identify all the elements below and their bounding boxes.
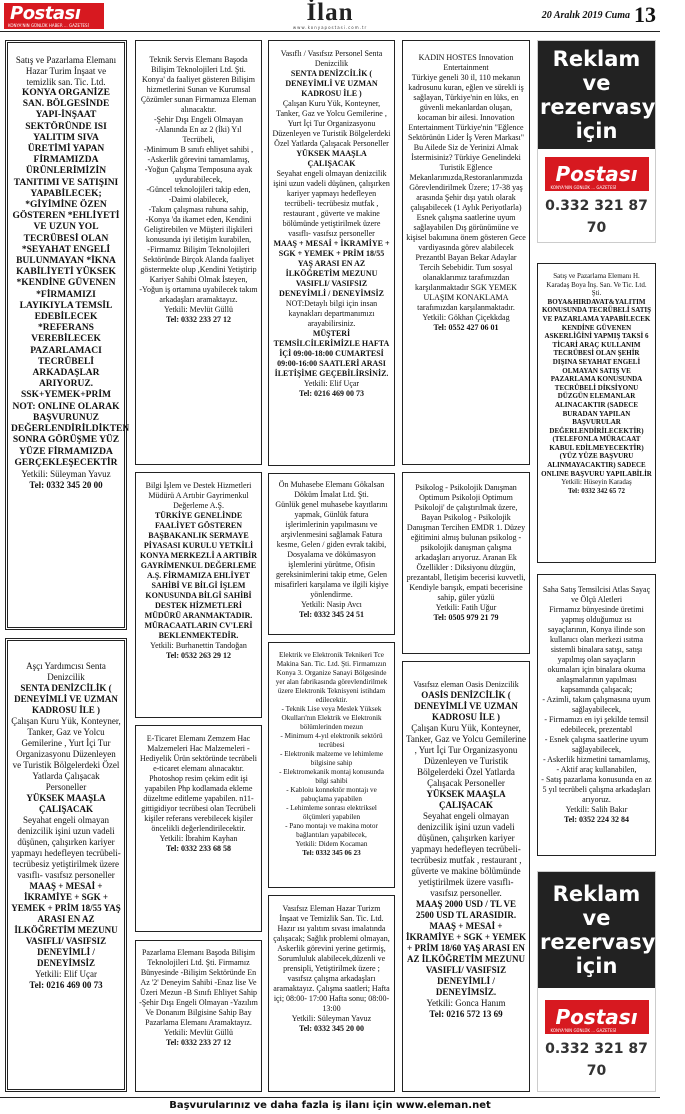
job-ad-ecommerce-zemzem: E-Ticaret Elemanı Zemzem Hac Malzemeleri Hac Malzemeleri - Hediyelik Ürün sektöründe tecrübeli e-ticaret elemanı alınacaktır. Photoshop resim çekim edit işi yapabilen Php kodlamada ekleme düzeltme editleme yapabilen. n11-gittigidiyor tecrübesi olan Tecrübeli kişiler referans verebilecek kişiler öncelikli değerlendirilecektir. Yetkili: İbrahim Kayhan Tel: 0332 233 68 58 bbox=[135, 725, 262, 932]
job-ad-technical-service-basoda: Teknik Servis Elemanı Başoda Bilişim Teknolojileri Ltd. Şti. Konya' da faaliyet gösteren Bilişim hizmetlerini Sunan ve Kurumsal Çözümler sunan Firmamıza Eleman alınacaktır. -Şehir Dışı Engeli Olmayan -Alanında En az 2 (İki) Yıl Tecrübeli, -Minimum B sınıfı ehliyet sahibi , -Askerlik görevini tamamlamış, -Yoğun Çalışma Temposuna ayak uydurabilecek, -Güncel teknolojileri takip eden, -Daimi olabilecek, -Takım çalışması ruhuna sahip, -Konya 'da ikamet eden, Kendini Geliştirebilen ve Müşteri ilişkileri konusunda iyi iletişim kurabilen, -Firmamız Bilişim Teknolojileri Sektöründe Birçok Alanda faaliyet göstermekte olup ,Kendini Yetiştirip Kariyer Sahibi Olmak İsteyen, -Yoğun iş ortamına uyabilecek takım arkadaşları aramaktayız. Yetkili: Mevlüt Güllü Tel: 0332 233 27 12 bbox=[135, 40, 262, 465]
promo-logo bbox=[545, 1000, 649, 1034]
promo-logo-text: Postası bbox=[555, 162, 638, 186]
page-footer bbox=[0, 1097, 660, 1114]
footer-text: Başvurularınız ve daha fazla iş ilanı için www.eleman.net bbox=[169, 1100, 491, 1111]
logo-slogan: KONYA'NIN GÜNLÜK HABER ... GAZETESİ bbox=[8, 23, 89, 28]
job-ad-psychologist-optimum: Psikolog - Psikolojik Danışman Optimum Psikoloji Optimum Psikoloji' de çalıştırılmak üzere, Bayan Psikolog - Psikolojik Danışman Tercihen EMDR 1. Düzey eğitimini almış bulunan psikolog -psikolojik danışman çalışma arkadaşları arıyoruz. Aranan Ek Özellikler : Diksiyonu düzgün, prezantabl, İletişim becerisi kuvvetli, Kendiyle barışık, empati becerisine sahip, güler yüzlü Yetkili: Fatih Uğur Tel: 0505 979 21 79 bbox=[402, 472, 530, 654]
job-ad-unskilled-oasis: Vasıfsız eleman Oasis Denizcilik OASİS DENİZCİLİK ( DENEYİMLİ VE UZMAN KADROSU İLE ) Çalışan Kuru Yük, Konteyner, Tanker, Gaz ve Yolcu Gemilerine , Yurt İçi Tur Organizasyonu Düzenleyen ve Turistik Bölgelerdeki Özel Yatlarda Çalışacak Personeller YÜKSEK MAAŞLA ÇALIŞACAK Seyahat engeli olmayan denizcilik işini uzun vadeli düşünen, çalışırken kariyer yapmayı hedefleyen tecrübeli- tecrübesiz mutfak , restaurant , güverte ve makine bölümünde yetiştirilmek üzere vasıflı- vasıfsız personeller. MAAŞ 2000 USD / TL VE 2500 USD TL ARASIDIR. MAAŞ + MESAİ + İKRAMİYE + SGK + YEMEK + PRİM 18/60 YAŞ ARASI EN AZ İLKÖĞRETİM MEZUNU VASIFLI/ VASIFSIZ DENEYİMLİ / DENEYİMSİZ. Yetkili: Gonca Hanım Tel: 0216 572 13 69 bbox=[402, 661, 530, 1092]
job-ad-qualified-staff-senta: Vasıflı / Vasıfsız Personel Senta Denizcilik SENTA DENİZCİLİK ( DENEYİMLİ VE UZMAN KADROSU İLE ) Çalışan Kuru Yük, Konteyner, Tanker, Gaz ve Yolcu Gemilerine , Yurt İçi Tur Organizasyonu Düzenleyen ve Turistik Bölgelerdeki Özel Yatlarda Çalışacak Personeller YÜKSEK MAAŞLA ÇALIŞACAK Seyahat engeli olmayan denizcilik işini uzun vadeli düşünen, çalışırken kariyer yapmayı hedefleyen tecrübeli- tecrübesiz mutfak , restaurant , güverte ve makine bölümünde yetiştirilmek üzere vasıflı- vasıfsız personeller MAAŞ + MESAİ + İKRAMİYE + SGK + YEMEK + PRİM 18/55 YAŞ ARASI EN AZ İLKÖĞRETİM MEZUNU VASIFLI/ VASIFSIZ DENEYİMLİ / DENEYİMSİZ NOT:Detaylı bilgi için insan kaynakları departmanımızı arayabilirsiniz. MÜŞTERİ TEMSİLCİLERİMİZLE HAFTA İÇİ 09:00-18:00 CUMARTESİ 09:00-16:00 SAATLERİ ARASI İLETİŞİME GEÇEBİLİRSİNİZ. Yetkili: Elif Uçar Tel: 0216 469 00 73 bbox=[268, 40, 395, 466]
page-number: 13 bbox=[634, 2, 656, 27]
promo-reservation-top bbox=[537, 40, 685, 243]
job-ad-sales-karadas: Satış ve Pazarlama Elemanı H. Karadaş Boya İnş. San. Ve Tic. Ltd. Şti. BOYA&HIRDAVAT&YALITIM KONUSUNDA TECRÜBELİ SATIŞ VE PAZARLAMA YAPABİLECEK KENDİNE GÜVENEN ASKERLİĞİNİ YAPMIŞ TAKSİ 6 TİCARİ ARAÇ KULLANIM TECRÜBESİ OLAN ŞEHİR DIŞINA SEYAHAT ENGELİ OLMAYAN SATIŞ VE PAZARLAMA KONUSUNDA TECRÜBELİ DİKSİYONU DÜZGÜN ELEMANLAR ALINACAKTIR (SADECE BURADAN YAPILAN BAŞVURULAR DEĞERLENDİRİLECEKTİR) (TELEFONLA MÜRACAAT KABUL EDİLMEYECEKTİR) (YÜZ YÜZE BAŞVURU ALINMAYACAKTIR) SADECE ONLINE BAŞVURU YAPILABİLİR Yetkili: Hüseyin Karadaş Tel: 0332 342 65 72 bbox=[537, 263, 656, 563]
promo-logo-slogan: KONYA'NIN GÜNLÜK ... GAZETESİ bbox=[550, 1028, 617, 1033]
promo-title: Reklam ve rezervasyon için bbox=[538, 41, 655, 149]
issue-date: 20 Aralık 2019 Cuma bbox=[541, 10, 630, 21]
job-ad-electronics-tce: Elektrik ve Elektronik Teknikeri Tce Makina San. Tic. Ltd. Şti. Firmamızın Konya 3. Organize Sanayi Bölgesinde yer alan fabrikasında görevlendirilmek üzere Elektronik Teknisyeni istihdam edilecektir. - Teknik Lise veya Meslek Yüksek Okulları'nın Elektrik ve Elektronik bölümlerinden mezun - Minimum 4-yıl elektronik sektörü tecrübesi - Elektronik malzeme ve lehimleme bilgisine sahip - Elektromekanik montaj konusunda bilgi sahibi - Kabloiu konnektör montajı ve pabuçlama yapabilen - Lehimleme sonrası elektriksel ölçümleri yapabilen - Pano montajı ve makina motor bağlantıları yapabilecek, Yetkili: Didem Kocaman Tel: 0332 345 06 23 bbox=[268, 642, 395, 888]
job-ad-accounting-gokalsan: Ön Muhasebe Elemanı Gökalsan Döküm İmalat Ltd. Şti. Günlük genel muhasebe kayıtlarını yapmak, Günlük fatura işlerimlerinin yapılmasını ve arşivlenmesini sağlamak Fatura kesme, Gelen / giden evrak takibi, Dosyalama ve dökümasyon işlemlerini yürütme, Ofisin gereksinimlerini takip etme, Gelen misafirleri karşılama ve ilgili kişiye yönlendirme. Yetkili: Nasip Avcı Tel: 0332 345 24 51 bbox=[268, 473, 395, 635]
promo-logo-text: Postası bbox=[555, 1005, 638, 1029]
promo-logo-slogan: KONYA'NIN GÜNLÜK ... GAZETESİ bbox=[550, 185, 617, 190]
job-ad-unskilled-hazar: Vasıfsız Eleman Hazar Turizm İnşaat ve Temizlik San. Tic. Ltd. Hazır ısı yalıtım sıvası imalatında çalışacak; Sağlık problemi olmayan, Askerlik görevini yerine getirmiş, Sorumluluk alabilecek,düzenli ve prensipli, Yetiştirilmek üzere ; vasıfsız çalışma arkadaşları aramaktayız. Çalışma saatleri; Hafta içi; 08:00- 17:00 Hafta sonu; 08:00- 13:00 Yetkili: Süleyman Yavuz Tel: 0332 345 20 00 bbox=[268, 895, 395, 1092]
job-ad-sales-hazar: Satış ve Pazarlama Elemanı Hazar Turim İnşaat ve temizlik san. Tic. Ltd. KONYA ORGANİZE SAN. BÖLGESİNDE YAPI-İNŞAAT SEKTÖRÜNDE ISI YALITIM SIVA ÜRETİMİ YAPAN FİRMAMIZDA ÜRÜNLERİMİZİN TANITIMI VE SATIŞINI YAPABİLECEK; *GİYİMİNE ÖZEN GÖSTEREN *EHLİYETİ VE UZUN YOL TECRÜBESİ OLAN *SEYAHAT ENGELİ BULUNMAYAN *İKNA KABİLİYETİ YÜKSEK *KENDİNE GÜVENEN *FİRMAMIZI LAYIKIYLA TEMSİL EDEBİLECEK *REFERANS VEREBİLECEK PAZARLAMACI TECRÜBELİ ARKADAŞLAR ARIYORUZ. SSK+YEMEK+PRİM NOT: ONLINE OLARAK BAŞVURUNUZ DEĞERLENDİRİLDİKTEN SONRA GÖRÜŞME YÜZ YÜZE FİRMAMIZDA GERÇEKLEŞECEKTİR Yetkili: Süleyman Yavuz Tel: 0332 345 20 00 bbox=[5, 40, 127, 630]
section-subtitle: www.konyapostasi.com.tr bbox=[292, 25, 368, 30]
promo-logo bbox=[545, 157, 649, 191]
promo-phone: 0.332 321 87 70 bbox=[545, 198, 648, 236]
section-title: İlan bbox=[306, 0, 354, 26]
logo-text: Postası bbox=[10, 3, 81, 24]
job-ad-field-sales-atlas: Saha Satış Temsilcisi Atlas Sayaç ve Ölçü Aletleri Firmamız bünyesinde üretimi yapmış olduğumuz ısı sayaçlarının, Konya ilinde son kullanıcı olan merkezi ısıtma sistemli binalara satışı, satışı yapılmış olan sayaçların okumaları için binalara okuma anlaşmalarının yapılması kapsamında çalışacak; - Azimli, takım çalışmasına uyum sağlayabilecek, - Firmamızı en iyi şekilde temsil edebilecek, prezentabl - Esnek çalışma saatlerine uyum sağlayabilecek, - Askerlik hizmetini tamamlamış, - Aktif araç kullanabilen, - Satış pazarlama konusunda en az 5 yıl tecrübeli çalışma arkadaşları arıyoruz. Yetkili: Salih Bakır Tel: 0352 224 32 84 bbox=[537, 574, 656, 856]
page-header bbox=[0, 0, 660, 32]
job-ad-hostess-innovation: KADIN HOSTES Innovation Entertainment Türkiye geneli 30 il, 110 mekanın kadrosunu kuran, eğlen ve sürekli iş sağlayan, Türkiye'nin en lüks, en güvenli mekanlardan oluşan, kocaman bir ailesi. Innovation Entertainment Türkiye'nin "Eğlence Sektörünün Lider İş Veren Markası" Bu Ailede Siz de Yerinizi Almak İstermisiniz? Türkiye Genelindeki Turistik Eğlence Mekanlarımızda,Restoranlarımızda Görevlendirilmek Üzere; 17-38 yaş arasında Şehir dışı yatılı olarak çalışabilecek (1 Aylık Periyotlarla) Esnek çalışma saatlerine uyum sağlayabilen Dış görünümüne ve kişisel bakımına önem gösteren Gece vardiyasında görev alabilecek Prezantbl Bayan Bekar Adaylar Tercih Sebebidir. Tum sosyal olanaklarımız tarafımızdan karşılanmaktadır SGK YEMEK ULAŞIM KONAKLAMA tarafımızdan karşılanmaktadır. Yetkili: Gökhan Çiçekkdag Tel: 0552 427 06 01 bbox=[402, 40, 530, 465]
job-ad-cook-assistant-senta: Aşçı Yardımcısı Senta Denizcilik SENTA DENİZCİLİK ( DENEYİMLİ VE UZMAN KADROSU İLE ) Çalışan Kuru Yük, Konteyner, Tanker, Gaz ve Yolcu Gemilerine , Yurt İçi Tur Organizasyonu Düzenleyen ve Turistik Bölgelerdeki Özel Yatlarda Çalışacak Personeller YÜKSEK MAAŞLA ÇALIŞACAK Seyahat engeli olmayan denizcilik işini uzun vadeli düşünen, çalışırken kariyer yapmayı hedefleyen tecrübeli- tecrübesiz yetiştirilmek üzere vasıflı- vasıfsız personeller MAAŞ + MESAİ + İKRAMİYE + SGK + YEMEK + PRİM 18/55 YAŞ ARASI EN AZ İLKÖĞRETİM MEZUNU VASIFLI/ VASIFSIZ DENEYİMLİ / DENEYİMSİZ Yetkili: Elif Uçar Tel: 0216 469 00 73 bbox=[5, 638, 127, 1092]
job-ad-marketing-basoda: Pazarlama Elemanı Başoda Bilişim Teknolojileri Ltd. Şti. Firmamız Bünyesinde -Bilişim Sektöründe En Az '2' Deneyim Sahibi -Enaz lise Ve Üzeri Mezun -B Sınıfı Ehliyet Sahip -Şehir Dışı Engeli Olmayan -Yazılım Ve Donanım Bilgisine Sahip Bay Pazarlama Elemanı Aramaktayız. Yetkili: Mevlüt Güllü Tel: 0332 233 27 12 bbox=[135, 940, 262, 1092]
promo-title: Reklam ve rezervasyon için bbox=[538, 872, 655, 988]
promo-reservation-bottom bbox=[537, 871, 685, 1092]
promo-phone: 0.332 321 87 70 bbox=[545, 1041, 648, 1079]
job-ad-it-manager-artibir: Bilgi İşlem ve Destek Hizmetleri Müdürü A Artıbir Gayrimenkul Değerleme A.Ş. TÜRKİYE GENELİNDE FAALİYET GÖSTEREN BAŞBAKANLIK SERMAYE PİYASASI KURULU YETKİLİ KONYA MERKEZLİ A ARTIBİR GAYRİMENKUL DEĞERLEME A.Ş. FİRMAMIZA EHLİYET SAHİBİ VE BİLGİ İŞLEM KONUSUNDA BİLGİ SAHİBİ DESTEK HİZMETLERİ MÜDÜRÜ ARANMAKTADIR. MÜRACAATLARIN CV'LERİ BEKLENMEKTEDİR. Yetkili: Burhanettin Tandoğan Tel: 0532 263 29 12 bbox=[135, 472, 262, 718]
